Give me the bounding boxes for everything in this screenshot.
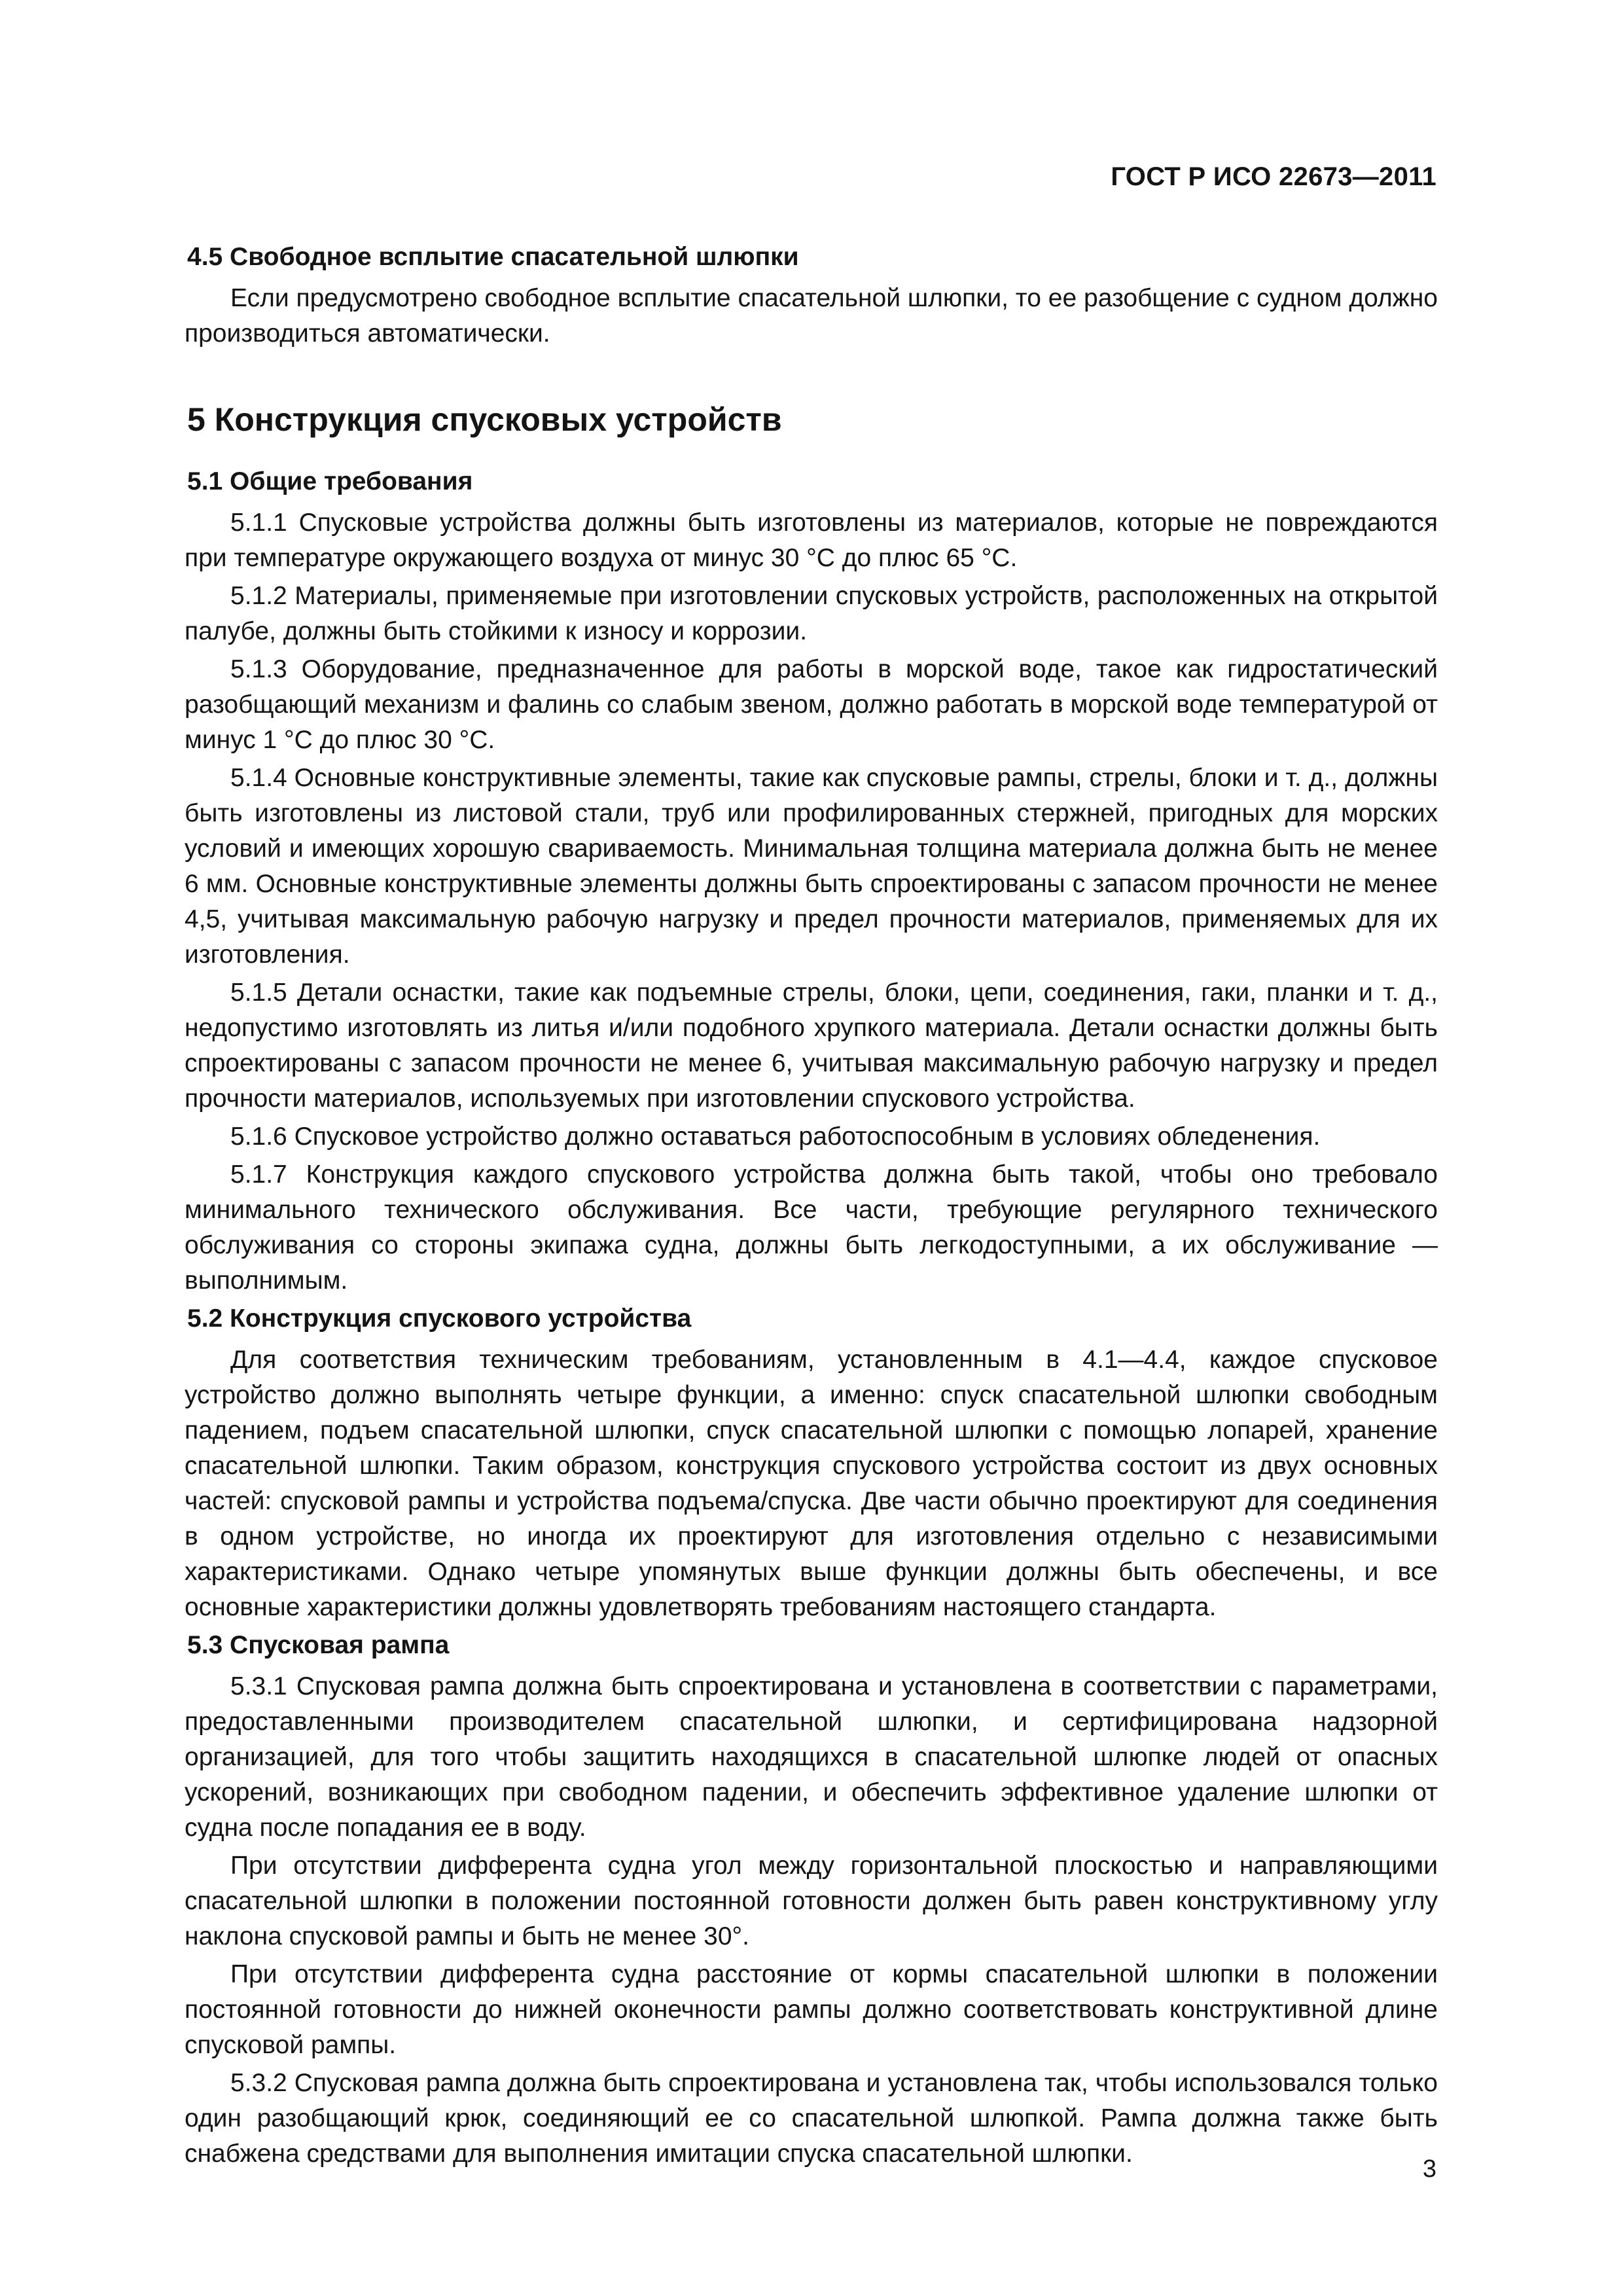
section-5-1-heading: 5.1 Общие требования [187,467,473,495]
para-5-3-1-b: При отсутствии дифферента судна угол между горизонтальной плоскостью и направляющими спасательной шлюпки в положении постоянной готовности должен быть равен конструктивному углу наклона спусковой рампы и быть не менее 30°. [185,1852,1438,1950]
para-5-1-3: 5.1.3 Оборудование, предназначенное для работы в морской воде, такое как гидростатический разобщающий механизм и фалинь со слабым звеном, должно работать в морской воде температурой от минус 1 °С до плюс 30 °С. [185,655,1438,754]
para-5-1-7: 5.1.7 Конструкция каждого спускового устройства должна быть такой, чтобы оно требовало минимального технического обслуживания. Все части, требующие регулярного технического обслуживания со стороны экипажа судна, должны быть легкодоступными, а их обслуживание — выполнимым. [185,1160,1438,1295]
para-5-3-1-c: При отсутствии дифферента судна расстояние от кормы спасательной шлюпки в положении постоянной готовности до нижней оконечности рампы должно соответствовать конструктивной длине спусковой рампы. [185,1960,1438,2059]
para-5-1-5: 5.1.5 Детали оснастки, такие как подъемные стрелы, блоки, цепи, соединения, гаки, планки и т. д., недопустимо изготовлять из литья и/или подобного хрупкого материала. Детали оснастки должны быть спроектированы с запасом прочности не менее 6, учитывая максимальную рабочую нагрузку и предел прочности материалов, используемых при изготовлении спускового устройства. [185,978,1438,1113]
para-5-3-1: 5.3.1 Спусковая рампа должна быть спроектирована и установлена в соответствии с параметрами, предоставленными производителем спасательной шлюпки, и сертифицирована надзорной организацией, для того чтобы защитить находящихся в спасательной шлюпке людей от опасных ускорений, возникающих при свободном падении, и обеспечить эффективное удаление шлюпки от судна после попадания ее в воду. [185,1672,1438,1842]
section-4-5-heading: 4.5 Свободное всплытие спасательной шлюпки [187,243,799,271]
para-5-1-1: 5.1.1 Спусковые устройства должны быть изготовлены из материалов, которые не повреждаются при температуре окружающего воздуха от минус 30 °С до плюс 65 °С. [185,509,1438,572]
para-5-1-2: 5.1.2 Материалы, применяемые при изготовлении спусковых устройств, расположенных на открытой палубе, должны быть стойкими к износу и коррозии. [185,582,1438,645]
para-5-3-2: 5.3.2 Спусковая рампа должна быть спроектирована и установлена так, чтобы использовался только один разобщающий крюк, соединяющий ее со спасательной шлюпкой. Рампа должна также быть снабжена средствами для выполнения имитации спуска спасательной шлюпки. [185,2069,1438,2168]
section-5-2-heading: 5.2 Конструкция спускового устройства [187,1304,692,1333]
para-5-2: Для соответствия техническим требованиям, установленным в 4.1—4.4, каждое спусковое устройство должно выполнять четыре функции, а именно: спуск спасательной шлюпки свободным падением, подъем спасательной шлюпки, спуск спасательной шлюпки с помощью лопарей, хранение спасательной шлюпки. Таким образом, конструкция спускового устройства состоит из двух основных частей: спусковой рампы и устройства подъема/спуска. Две части обычно проектируют для соединения в одном устройстве, но иногда их проектируют для изготовления отдельно с независимыми характеристиками. Однако четыре упомянутых выше функции должны быть обеспечены, и все основные характеристики должны удовлетворять требованиям настоящего стандарта. [185,1346,1438,1621]
section-5-3-heading: 5.3 Спусковая рампа [187,1631,450,1659]
section-5-heading: 5 Конструкция спусковых устройств [187,401,782,438]
document-body [185,240,1438,2174]
para-4-5: Если предусмотрено свободное всплытие спасательной шлюпки, то ее разобщение с судном должно производиться автоматически. [185,284,1438,348]
para-5-1-4: 5.1.4 Основные конструктивные элементы, такие как спусковые рампы, стрелы, блоки и т. д., должны быть изготовлены из листовой стали, труб или профилированных стержней, пригодных для морских условий и имеющих хорошую свариваемость. Минимальная толщина материала должна быть не менее 6 мм. Основные конструктивные элементы должны быть спроектированы с запасом прочности не менее 4,5, учитывая максимальную рабочую нагрузку и предел прочности материалов, применяемых для их изготовления. [185,764,1438,969]
document-code-header: ГОСТ Р ИСО 22673—2011 [1111,162,1436,191]
para-5-1-6: 5.1.6 Спусковое устройство должно оставаться работоспособным в условиях обледенения. [230,1122,1321,1151]
page-number: 3 [1422,2155,1436,2183]
